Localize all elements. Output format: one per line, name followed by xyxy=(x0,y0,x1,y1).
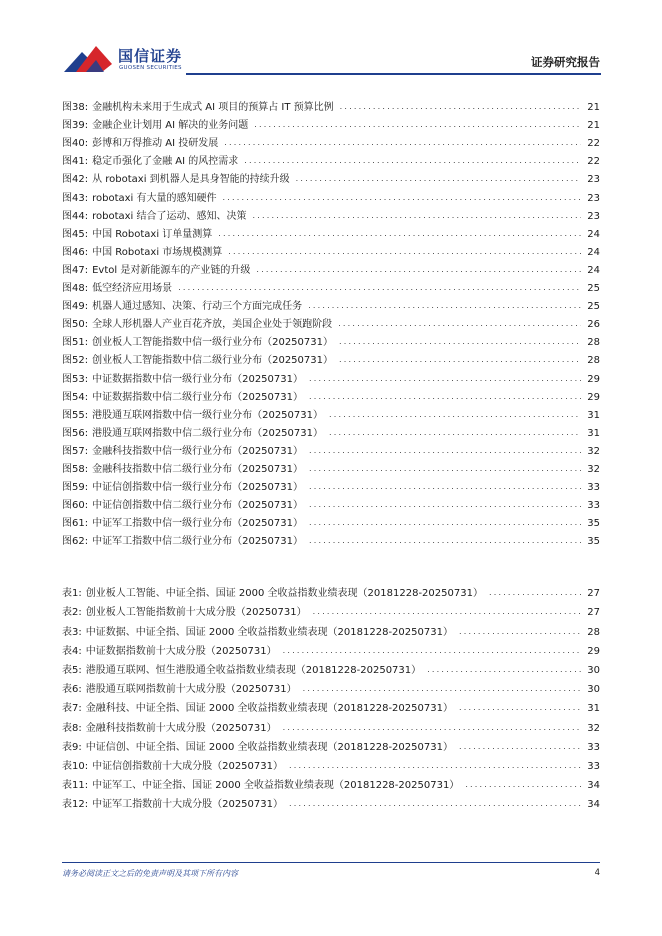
figure-entry[interactable] xyxy=(62,113,600,131)
table-title: 中证军工、中证全指、国证 2000 全收益指数业绩表现（20181228-20250731） xyxy=(92,780,460,792)
table-entry[interactable] xyxy=(62,618,600,637)
figure-page-number: 29 xyxy=(587,373,600,385)
dot-leader xyxy=(309,483,581,491)
figure-title: 全球人形机器人产业百花齐放，美国企业处于领跑阶段 xyxy=(92,319,333,331)
table-entry[interactable] xyxy=(62,580,600,599)
table-entry[interactable] xyxy=(62,791,600,810)
figure-page-number: 33 xyxy=(587,482,600,494)
dot-leader xyxy=(309,375,581,383)
figure-entry[interactable] xyxy=(62,131,600,149)
figure-label: 图58: xyxy=(62,463,89,475)
figure-page-number: 23 xyxy=(587,192,600,204)
dot-leader xyxy=(329,411,581,419)
dot-leader xyxy=(309,537,581,545)
table-index xyxy=(62,580,600,810)
figure-label: 图46: xyxy=(62,246,89,258)
figure-title: 从 robotaxi 到机器人是具身智能的持续升级 xyxy=(92,174,290,186)
table-page-number: 27 xyxy=(587,588,600,600)
figure-page-number: 24 xyxy=(587,246,600,258)
figure-entry[interactable] xyxy=(62,222,600,240)
figure-title: 港股通互联网指数中信一级行业分布（20250731） xyxy=(92,409,323,421)
table-title: 港股通互联网、恒生港股通全收益指数业绩表现（20181228-20250731） xyxy=(85,664,422,676)
dot-leader xyxy=(289,762,581,770)
figure-entry[interactable] xyxy=(62,330,600,348)
table-label: 表8: xyxy=(62,722,82,734)
table-label: 表9: xyxy=(62,741,82,753)
figure-page-number: 23 xyxy=(587,210,600,222)
figure-entry[interactable] xyxy=(62,493,600,511)
figure-title: 金融科技指数中信一级行业分布（20250731） xyxy=(92,445,303,457)
table-title: 金融科技、中证全指、国证 2000 全收益指数业绩表现（20181228-20250731） xyxy=(85,703,453,715)
figure-label: 图50: xyxy=(62,319,89,331)
table-title: 中证信创、中证全指、国证 2000 全收益指数业绩表现（20181228-20250731） xyxy=(85,741,453,753)
figure-page-number: 26 xyxy=(587,319,600,331)
figure-title: 港股通互联网指数中信二级行业分布（20250731） xyxy=(92,427,323,439)
figure-entry[interactable] xyxy=(62,385,600,403)
table-entry[interactable] xyxy=(62,657,600,676)
table-page-number: 28 xyxy=(587,626,600,638)
figure-label: 图38: xyxy=(62,102,89,114)
header-divider xyxy=(186,73,601,75)
figure-label: 图43: xyxy=(62,192,89,204)
figure-title: 中证数据指数中信二级行业分布（20250731） xyxy=(92,391,303,403)
table-page-number: 30 xyxy=(587,664,600,676)
figure-page-number: 31 xyxy=(587,409,600,421)
table-label: 表10: xyxy=(62,760,89,772)
figure-page-number: 23 xyxy=(587,174,600,186)
table-entry[interactable] xyxy=(62,753,600,772)
dot-leader xyxy=(256,266,581,274)
figure-label: 图49: xyxy=(62,301,89,313)
figure-label: 图52: xyxy=(62,355,89,367)
figure-title: 中证军工指数中信二级行业分布（20250731） xyxy=(92,536,303,548)
dot-leader xyxy=(309,465,581,473)
dot-leader xyxy=(303,685,582,693)
dot-leader xyxy=(338,320,581,328)
figure-label: 图55: xyxy=(62,409,89,421)
figure-title: robotaxi 结合了运动、感知、决策 xyxy=(92,210,247,222)
table-label: 表6: xyxy=(62,684,82,696)
table-entry[interactable] xyxy=(62,695,600,714)
figure-page-number: 29 xyxy=(587,391,600,403)
dot-leader xyxy=(224,139,581,147)
table-page-number: 29 xyxy=(587,645,600,657)
table-page-number: 33 xyxy=(587,741,600,753)
figure-entry[interactable] xyxy=(62,421,600,439)
figure-entry[interactable] xyxy=(62,439,600,457)
figure-label: 图59: xyxy=(62,482,89,494)
figure-index xyxy=(62,95,600,547)
figure-label: 图44: xyxy=(62,210,89,222)
table-entry[interactable] xyxy=(62,734,600,753)
figure-entry[interactable] xyxy=(62,294,600,312)
figure-entry[interactable] xyxy=(62,95,600,113)
dot-leader xyxy=(309,519,581,527)
figure-label: 图57: xyxy=(62,445,89,457)
figure-entry[interactable] xyxy=(62,149,600,167)
table-label: 表5: xyxy=(62,664,82,676)
figure-page-number: 35 xyxy=(587,536,600,548)
table-page-number: 32 xyxy=(587,722,600,734)
dot-leader xyxy=(459,743,581,751)
figure-title: 金融机构未来用于生成式 AI 项目的预算占 IT 预算比例 xyxy=(92,102,334,114)
figure-label: 图41: xyxy=(62,156,89,168)
figure-entry[interactable] xyxy=(62,366,600,384)
table-label: 表3: xyxy=(62,626,82,638)
figure-title: 金融企业计划用 AI 解决的业务问题 xyxy=(92,120,249,132)
table-label: 表11: xyxy=(62,780,89,792)
figure-page-number: 31 xyxy=(587,427,600,439)
table-label: 表12: xyxy=(62,799,89,811)
brand-name-en: GUOSEN SECURITIES xyxy=(119,65,182,71)
report-type: 证券研究报告 xyxy=(531,55,600,69)
figure-label: 图42: xyxy=(62,174,89,186)
figure-page-number: 22 xyxy=(587,156,600,168)
dot-leader xyxy=(296,175,582,183)
table-entry[interactable] xyxy=(62,599,600,618)
figure-title: 稳定币强化了金融 AI 的风控需求 xyxy=(92,156,239,168)
figure-label: 图47: xyxy=(62,264,89,276)
dot-leader xyxy=(309,393,581,401)
figure-label: 图40: xyxy=(62,138,89,150)
dot-leader xyxy=(253,212,582,220)
figure-title: 彭博和万得推动 AI 投研发展 xyxy=(92,138,219,150)
figure-title: 低空经济应用场景 xyxy=(92,283,173,295)
table-label: 表4: xyxy=(62,645,82,657)
table-page-number: 31 xyxy=(587,703,600,715)
figure-page-number: 32 xyxy=(587,445,600,457)
figure-label: 图54: xyxy=(62,391,89,403)
dot-leader xyxy=(289,800,581,808)
figure-entry[interactable] xyxy=(62,403,600,421)
table-title: 创业板人工智能、中证全指、国证 2000 全收益指数业绩表现（20181228-20250731） xyxy=(85,588,483,600)
figure-label: 图45: xyxy=(62,228,89,240)
figure-title: 创业板人工智能指数中信二级行业分布（20250731） xyxy=(92,355,333,367)
figure-label: 图48: xyxy=(62,283,89,295)
table-title: 港股通互联网指数前十大成分股（20250731） xyxy=(85,684,297,696)
table-title: 创业板人工智能指数前十大成分股（20250731） xyxy=(85,607,307,619)
dot-leader xyxy=(339,338,581,346)
figure-title: 中证数据指数中信一级行业分布（20250731） xyxy=(92,373,303,385)
guosen-logo-mark-icon xyxy=(62,42,114,76)
figure-label: 图53: xyxy=(62,373,89,385)
figure-entry[interactable] xyxy=(62,529,600,547)
figure-title: 中国 Robotaxi 市场规模测算 xyxy=(92,246,223,258)
figure-entry[interactable] xyxy=(62,167,600,185)
brand-name-cn: 国信证券 xyxy=(118,47,183,65)
figure-label: 图51: xyxy=(62,337,89,349)
table-title: 金融科技指数前十大成分股（20250731） xyxy=(85,722,277,734)
figure-title: robotaxi 有大量的感知硬件 xyxy=(92,192,217,204)
table-entry[interactable] xyxy=(62,772,600,791)
dot-leader xyxy=(329,429,581,437)
dot-leader xyxy=(313,608,582,616)
figure-title: 机器人通过感知、决策、行动三个方面完成任务 xyxy=(92,301,303,313)
figure-page-number: 21 xyxy=(587,102,600,114)
figure-page-number: 28 xyxy=(587,355,600,367)
figure-title: 创业板人工智能指数中信一级行业分布（20250731） xyxy=(92,337,333,349)
dot-leader xyxy=(244,157,581,165)
figure-label: 图61: xyxy=(62,518,89,530)
dot-leader xyxy=(489,589,581,597)
figure-entry[interactable] xyxy=(62,312,600,330)
figure-title: Evtol 是对新能源车的产业链的升级 xyxy=(92,264,251,276)
footer-disclaimer: 请务必阅读正文之后的免责声明及其项下所有内容 xyxy=(62,869,238,878)
figure-title: 中证军工指数中信一级行业分布（20250731） xyxy=(92,518,303,530)
dot-leader xyxy=(339,356,581,364)
figure-page-number: 33 xyxy=(587,500,600,512)
figure-entry[interactable] xyxy=(62,348,600,366)
figure-entry[interactable] xyxy=(62,475,600,493)
figure-entry[interactable] xyxy=(62,276,600,294)
figure-entry[interactable] xyxy=(62,457,600,475)
footer-divider xyxy=(62,862,600,863)
page-number: 4 xyxy=(594,868,600,878)
dot-leader xyxy=(340,103,582,111)
figure-label: 图62: xyxy=(62,536,89,548)
guosen-logo xyxy=(62,42,192,76)
figure-label: 图39: xyxy=(62,120,89,132)
table-entry[interactable] xyxy=(62,638,600,657)
table-page-number: 34 xyxy=(587,780,600,792)
dot-leader xyxy=(309,501,581,509)
figure-title: 中证信创指数中信一级行业分布（20250731） xyxy=(92,482,303,494)
figure-label: 图60: xyxy=(62,500,89,512)
figure-page-number: 25 xyxy=(587,283,600,295)
figure-entry[interactable] xyxy=(62,258,600,276)
figure-page-number: 28 xyxy=(587,337,600,349)
dot-leader xyxy=(228,248,581,256)
dot-leader xyxy=(465,781,581,789)
figure-label: 图56: xyxy=(62,427,89,439)
table-title: 中证信创指数前十大成分股（20250731） xyxy=(92,760,283,772)
dot-leader xyxy=(178,284,581,292)
figure-entry[interactable] xyxy=(62,204,600,222)
table-title: 中证数据、中证全指、国证 2000 全收益指数业绩表现（20181228-20250731） xyxy=(85,626,453,638)
table-label: 表7: xyxy=(62,703,82,715)
table-page-number: 30 xyxy=(587,684,600,696)
table-label: 表2: xyxy=(62,607,82,619)
figure-entry[interactable] xyxy=(62,185,600,203)
dot-leader xyxy=(223,194,582,202)
dot-leader xyxy=(459,704,581,712)
table-page-number: 33 xyxy=(587,760,600,772)
table-title: 中证军工指数前十大成分股（20250731） xyxy=(92,799,283,811)
figure-title: 中证信创指数中信二级行业分布（20250731） xyxy=(92,500,303,512)
dot-leader xyxy=(254,121,581,129)
dot-leader xyxy=(283,647,582,655)
figure-page-number: 25 xyxy=(587,301,600,313)
figure-page-number: 21 xyxy=(587,120,600,132)
dot-leader xyxy=(283,724,582,732)
table-title: 中证数据指数前十大成分股（20250731） xyxy=(85,645,277,657)
table-entry[interactable] xyxy=(62,676,600,695)
figure-page-number: 32 xyxy=(587,463,600,475)
figure-entry[interactable] xyxy=(62,511,600,529)
table-page-number: 34 xyxy=(587,799,600,811)
dot-leader xyxy=(308,302,581,310)
dot-leader xyxy=(218,230,581,238)
table-page-number: 27 xyxy=(587,607,600,619)
figure-title: 金融科技指数中信二级行业分布（20250731） xyxy=(92,463,303,475)
figure-page-number: 24 xyxy=(587,264,600,276)
dot-leader xyxy=(309,447,581,455)
figure-entry[interactable] xyxy=(62,240,600,258)
table-entry[interactable] xyxy=(62,714,600,733)
figure-page-number: 24 xyxy=(587,228,600,240)
dot-leader xyxy=(459,628,581,636)
figure-page-number: 35 xyxy=(587,518,600,530)
page-header xyxy=(0,0,662,80)
figure-title: 中国 Robotaxi 订单量测算 xyxy=(92,228,213,240)
dot-leader xyxy=(427,666,581,674)
figure-page-number: 22 xyxy=(587,138,600,150)
table-label: 表1: xyxy=(62,588,82,600)
